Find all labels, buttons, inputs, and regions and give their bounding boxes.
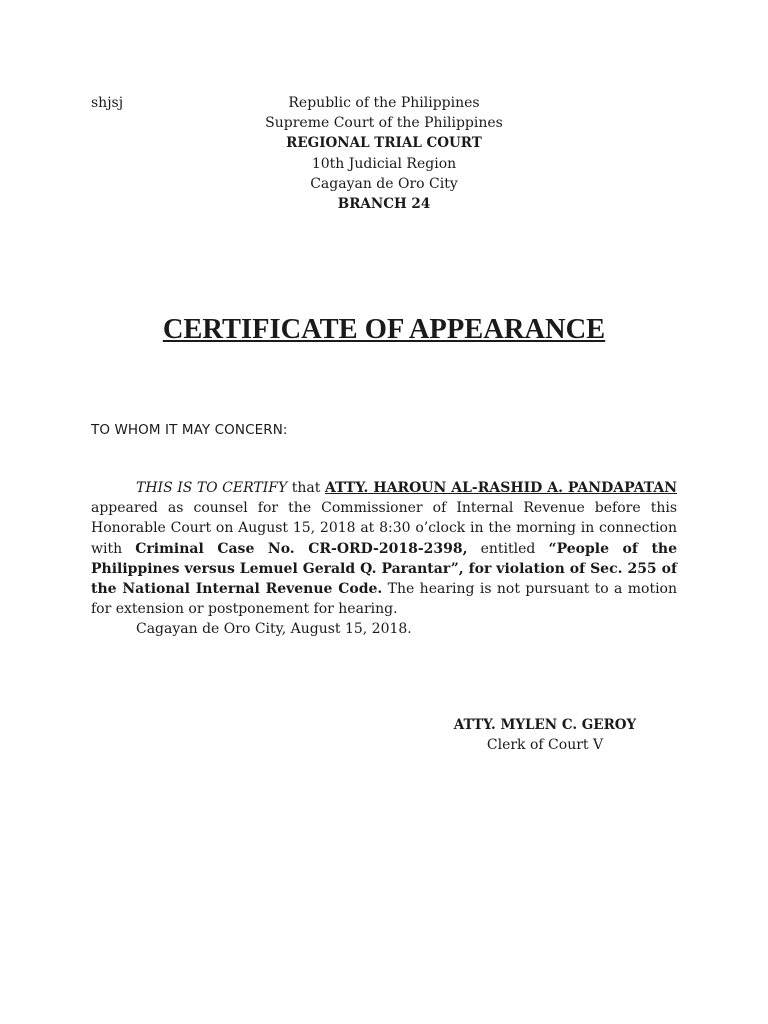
that-word: that [287, 480, 325, 496]
certificate-title-text: CERTIFICATE OF APPEARANCE [162, 314, 606, 345]
court-header [0, 93, 768, 214]
corner-note: shjsj [91, 95, 124, 111]
appearance-text: appeared as counsel for the Commissioner of Internal Revenue before this Honorable Court on August 15, 2018 at 8:30 o’clock in the morning in connection with [91, 500, 677, 557]
signatory-role: Clerk of Court V [486, 737, 604, 754]
signatory-name: ATTY. MYLEN C. GEROY [453, 717, 637, 733]
header-regional-trial-court: REGIONAL TRIAL COURT [286, 135, 482, 152]
case-title: “People of the Philippines versus Lemuel Gerald Q. Parantar”, for violation of Sec. 255 of the National Internal Revenue Code. [91, 540, 678, 598]
header-supreme-court: Supreme Court of the Philippines [265, 115, 503, 132]
salutation: TO WHOM IT MAY CONCERN: [91, 422, 288, 438]
certification-paragraph [91, 478, 677, 619]
header-city: Cagayan de Oro City [310, 175, 458, 192]
entitled-word: entitled [467, 540, 549, 557]
hearing-note: The hearing is not pursuant to a motion for extension or postponement for hearing. [91, 581, 677, 618]
header-judicial-region: 10th Judicial Region [311, 155, 457, 172]
attorney-name: ATTY. HAROUN AL-RASHID A. PANDAPATAN [324, 480, 677, 496]
certify-phrase: THIS IS TO CERTIFY [136, 480, 288, 496]
case-number: Criminal Case No. CR-ORD-2018-2398, [135, 540, 468, 557]
header-republic: Republic of the Philippines [288, 95, 480, 111]
certificate-title [0, 312, 768, 348]
signatory-block [425, 715, 665, 755]
header-branch: BRANCH 24 [337, 196, 431, 213]
place-and-date: Cagayan de Oro City, August 15, 2018. [136, 621, 412, 637]
